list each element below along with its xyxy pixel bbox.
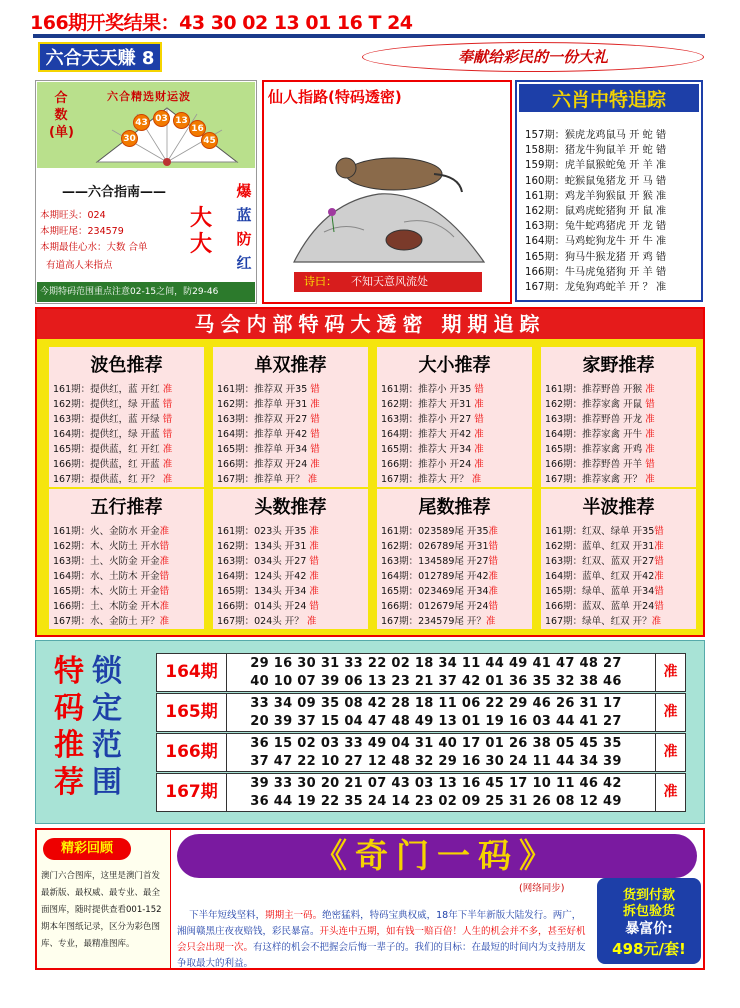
card-title: 大小推荐 [418, 355, 491, 376]
card-row-result: 错 [310, 429, 320, 440]
ad-body-text [177, 908, 589, 972]
lock-char: 码 [54, 691, 84, 726]
ad-text: 期期主一码。 [265, 910, 323, 921]
lock-numbers [231, 775, 641, 811]
card-row [545, 381, 655, 395]
zodiac-row: 162期：鼠鸡虎蛇猪狗 开 鼠 准 [525, 206, 667, 217]
card-row-result: 错 [310, 444, 320, 455]
card-row-result: 错 [159, 586, 170, 597]
card-row [217, 411, 320, 425]
fan-ball: 13 [173, 112, 190, 129]
card-row-text: 163期：土、火防金 开金 [53, 556, 160, 567]
price-line: 货到付款 [622, 888, 675, 903]
fan-label: 合数(单) [49, 91, 74, 140]
card-row-result: 准 [159, 526, 170, 537]
guide-line: 有道高人来指点 [46, 260, 113, 271]
card-row [545, 396, 655, 410]
lock-row [156, 733, 686, 772]
vertical-words [232, 179, 256, 275]
card-row-text: 161期：推荐野兽 开猴 [545, 384, 646, 395]
card-row [545, 471, 655, 485]
lock-numbers-line: 29 16 30 31 33 22 02 18 34 11 44 49 41 47 48 27 [250, 656, 622, 671]
card-row-result: 准 [309, 571, 319, 582]
lock-numbers [231, 735, 641, 771]
card-row-text: 166期：014头 开24 [217, 601, 310, 612]
card-title: 半波推荐 [582, 497, 655, 518]
card-title: 尾数推荐 [418, 497, 491, 518]
lock-result: 准 [655, 774, 685, 811]
card-row-text: 164期：蓝单、红双 开42 [545, 571, 655, 582]
card-row [545, 553, 664, 567]
card-row [53, 598, 169, 612]
lock-issue: 165期 [157, 694, 227, 731]
card-row-text: 162期：木、火防土 开水 [53, 541, 160, 552]
lock-char: 荐 [54, 765, 84, 800]
recommend-card [541, 489, 696, 629]
card-row-result: 准 [162, 444, 173, 455]
card-row-text: 161期：火、金防水 开金 [53, 526, 160, 537]
card-row-text: 164期：推荐家禽 开牛 [545, 429, 646, 440]
card-row-result: 准 [162, 459, 173, 470]
card-row [545, 523, 664, 537]
lock-char: 锁 [92, 654, 122, 689]
recommend-card [49, 489, 204, 629]
tip-bar: 今期特码范围重点注意02-15之间，防29-46 [37, 282, 255, 302]
card-row [53, 396, 172, 410]
card-row-text: 165期：推荐家禽 开鸡 [545, 444, 646, 455]
card-row-text: 162期：蓝单、红双 开31 [545, 541, 655, 552]
lock-row [156, 693, 686, 732]
six-zodiac-box [515, 80, 703, 302]
zodiac-row: 158期：猪龙牛狗鼠羊 开 蛇 错 [525, 145, 667, 157]
card-row [381, 598, 498, 612]
card-row-text: 161期：推荐小 开35 [381, 384, 475, 395]
card-row-result: 错 [654, 556, 664, 567]
card-row [217, 553, 319, 567]
hint-title: 仙人指路(特码透密) [268, 88, 402, 106]
card-row-result: 错 [474, 414, 484, 425]
left-guide-box [35, 80, 257, 304]
card-row [217, 538, 319, 552]
lock-numbers-line: 20 39 37 15 04 47 48 49 13 01 19 16 03 44 41 27 [250, 714, 622, 729]
card-row-text: 163期：034头 开27 [217, 556, 310, 567]
card-row-result: 准 [645, 384, 655, 395]
card-row [545, 568, 664, 582]
price-line: 498元/套! [612, 940, 686, 958]
card-row-result: 错 [310, 384, 320, 395]
card-row-text: 166期：土、木防金 开木 [53, 601, 160, 612]
card-row [381, 553, 498, 567]
ad-text: 有这样的机会不把握会后悔一辈子的。我们的目标：在最短的时间内为支持朋友争取最大的利益。 [177, 942, 586, 969]
card-row-result: 准 [474, 429, 484, 440]
card-row-result: 错 [159, 571, 170, 582]
card-row-result: 错 [654, 526, 664, 537]
fan-ball: 45 [201, 132, 218, 149]
card-row-text: 167期：水、金防土 开？ [53, 616, 160, 627]
recommend-card [541, 347, 696, 487]
card-row-result: 错 [645, 459, 655, 470]
section-title: 马会内部特码大透密 期期追踪 [37, 309, 703, 339]
price-badge [597, 878, 701, 964]
card-row [53, 381, 172, 395]
card-row [381, 381, 484, 395]
card-row [217, 568, 319, 582]
card-row-text: 165期：134头 开34 [217, 586, 310, 597]
poem-label: 诗曰： [304, 275, 337, 288]
card-row [53, 568, 169, 582]
middle-hint-box [262, 80, 512, 304]
card-row [53, 538, 169, 552]
card-row-result: 错 [159, 541, 170, 552]
ad-text: 绝密猛料，特码宝典权威，18年下半年新版大陆发行。两广，湘闽赣黑庄夜夜赔钱，彩民暴富。 [177, 910, 582, 937]
card-row-result: 准 [159, 616, 170, 627]
card-row-result: 错 [310, 414, 320, 425]
lock-row [156, 653, 686, 692]
card-row [545, 441, 655, 455]
card-row-text: 166期：推荐双 开24 [217, 459, 311, 470]
card-row-text: 166期：蓝双、蓝单 开24 [545, 601, 655, 612]
card-row-text: 162期：推荐大 开31 [381, 399, 475, 410]
card-row-result: 准 [159, 601, 170, 612]
card-row-text: 167期：绿单、红双 开？ [545, 616, 652, 627]
card-row-text: 164期：124头 开42 [217, 571, 310, 582]
guide-line: 本期旺头：024 [40, 210, 106, 221]
card-title: 单双推荐 [254, 355, 327, 376]
card-row-result: 错 [654, 586, 664, 597]
header-divider [33, 34, 705, 38]
card-row-text: 162期：134头 开31 [217, 541, 310, 552]
card-row-text: 167期：234579尾 开？ [381, 616, 486, 627]
card-row [53, 583, 169, 597]
card-row [53, 456, 172, 470]
lock-char: 特 [54, 654, 84, 689]
card-row [381, 613, 495, 627]
card-row [381, 441, 484, 455]
fan-icon [87, 100, 247, 168]
card-title: 波色推荐 [90, 355, 163, 376]
zodiac-row: 167期：龙兔狗鸡蛇羊 开 ？ 准 [525, 282, 667, 293]
card-row-text: 165期：推荐大 开34 [381, 444, 475, 455]
card-row [217, 381, 320, 395]
card-row-text: 167期：推荐单 开？ [217, 474, 308, 485]
lock-result: 准 [655, 654, 685, 691]
lock-char: 定 [92, 691, 122, 726]
lock-issue: 167期 [157, 774, 227, 811]
card-row-text: 166期：012679尾 开24 [381, 601, 489, 612]
lock-range-section [35, 640, 705, 824]
lock-result: 准 [655, 734, 685, 771]
lock-row [156, 773, 686, 812]
result-line: 166期开奖结果：43 30 02 13 01 16 T 24 [30, 12, 413, 34]
zodiac-row: 159期：虎羊鼠猴蛇兔 开 羊 准 [525, 160, 667, 172]
card-row-text: 163期：推荐野兽 开龙 [545, 414, 646, 425]
card-row-text: 163期：134589尾 开27 [381, 556, 489, 567]
card-row-text: 167期：推荐家禽 开？ [545, 474, 646, 485]
fan-ball: 30 [121, 130, 138, 147]
card-row-text: 161期：红双、绿单 开35 [545, 526, 655, 537]
zodiac-row: 164期：马鸡蛇狗龙牛 开 牛 准 [525, 236, 667, 248]
card-row [217, 441, 320, 455]
lock-numbers-line: 33 34 09 35 08 42 28 18 11 06 22 29 46 26 31 17 [250, 696, 622, 711]
recommend-card [49, 347, 204, 487]
card-row-result: 准 [307, 474, 318, 485]
card-row-result: 准 [488, 571, 499, 582]
lock-issue: 166期 [157, 734, 227, 771]
card-row-result: 错 [488, 541, 499, 552]
card-row [381, 426, 484, 440]
bottom-ad-section [35, 828, 705, 970]
card-title: 五行推荐 [90, 497, 163, 518]
lock-numbers-line: 37 47 22 10 27 12 48 32 29 16 30 24 11 44 34 39 [250, 754, 622, 769]
card-row [53, 441, 172, 455]
zodiac-row: 163期：兔牛蛇鸡猪虎 开 龙 错 [525, 221, 667, 233]
ad-text: 开头连中五期，如有钱一赔百倍！人生的机会并不多，甚至好机会只会出现一次。 [177, 926, 586, 953]
card-row-text: 163期：红双、蓝双 开27 [545, 556, 655, 567]
vert-word: 红 [236, 254, 252, 272]
card-row [381, 396, 484, 410]
card-row-result: 准 [654, 541, 664, 552]
net-sync-label: (网络同步) [519, 883, 565, 894]
lock-char: 围 [92, 765, 122, 800]
card-row [545, 456, 655, 470]
zodiac-row: 157期：猴虎龙鸡鼠马 开 蛇 错 [525, 130, 667, 141]
card-row [545, 411, 655, 425]
qimen-banner: 《奇门一码》 [177, 834, 697, 878]
card-row [53, 523, 169, 537]
zodiac-row: 165期：狗马牛猴龙猪 开 鸡 错 [525, 251, 667, 263]
recommend-card [377, 489, 532, 629]
big-chars: 大大 [189, 206, 212, 257]
brand-badge: 六合天天赚 8 [38, 42, 162, 72]
review-panel [37, 830, 171, 968]
card-row-text: 166期：推荐小 开24 [381, 459, 475, 470]
card-row [381, 568, 498, 582]
card-row [217, 583, 319, 597]
card-row-result: 准 [309, 526, 319, 537]
zodiac-row: 160期：蛇猴鼠兔猪龙 开 马 错 [525, 175, 667, 187]
ad-text: 下半年短线坚料， [189, 910, 266, 921]
recommend-card [213, 489, 368, 629]
card-row-result: 准 [645, 444, 655, 455]
lock-numbers [231, 695, 641, 731]
card-row-text: 164期：水、土防木 开金 [53, 571, 160, 582]
fan-ball: 03 [153, 110, 170, 127]
poem-bar [294, 272, 482, 292]
poem-text: 不知天意风流处 [351, 275, 428, 288]
card-row-text: 161期：提供红，蓝 开红 [53, 384, 163, 395]
lock-numbers-line: 40 10 07 39 06 13 23 21 37 42 01 36 35 32 38 46 [250, 674, 622, 689]
card-row-result: 错 [162, 414, 173, 425]
card-row-text: 167期：024头 开？ [217, 616, 307, 627]
card-row [217, 523, 319, 537]
card-row-result: 准 [488, 526, 499, 537]
card-title: 头数推荐 [254, 497, 327, 518]
card-row-result: 准 [471, 474, 482, 485]
card-row-result: 准 [306, 616, 317, 627]
fan-panel [37, 82, 255, 168]
card-row-result: 错 [162, 399, 173, 410]
card-row [217, 613, 316, 627]
card-row-result: 准 [645, 474, 655, 485]
card-row [217, 426, 320, 440]
lock-issue: 164期 [157, 654, 227, 691]
lock-char: 推 [54, 728, 84, 763]
card-row-result: 错 [488, 556, 499, 567]
review-text: 澳门六合图库，这里是澳门首发最新版、最权威、最专业、最全面图库，随时提供查看001-152期本年图纸记录，区分为彩色图库、专业，最精准图库。 [41, 871, 162, 949]
card-row-text: 167期：推荐大 开？ [381, 474, 472, 485]
card-row-result: 准 [162, 384, 173, 395]
card-row-text: 161期：023589尾 开35 [381, 526, 489, 537]
card-title: 家野推荐 [582, 355, 655, 376]
card-row-text: 163期：推荐小 开27 [381, 414, 475, 425]
card-row-result: 准 [159, 556, 170, 567]
card-row-text: 166期：推荐野兽 开羊 [545, 459, 646, 470]
card-row-result: 准 [474, 444, 484, 455]
zodiac-row: 166期：牛马虎兔猪狗 开 羊 错 [525, 266, 667, 278]
card-row-result: 错 [654, 601, 664, 612]
zodiac-title: 六肖中特追踪 [517, 82, 701, 114]
card-row [381, 538, 498, 552]
card-row-text: 162期：026789尾 开31 [381, 541, 489, 552]
card-row-result: 准 [309, 586, 319, 597]
card-row [217, 456, 320, 470]
card-row-result: 错 [309, 601, 319, 612]
card-row-text: 165期：木、火防土 开金 [53, 586, 160, 597]
guide-line: 本期最佳心水：大数 合单 [40, 242, 148, 253]
card-row-result: 准 [488, 586, 499, 597]
card-row-text: 164期：提供红，绿 开蓝 [53, 429, 163, 440]
card-row [381, 456, 484, 470]
card-row-text: 165期：推荐单 开34 [217, 444, 311, 455]
card-row-text: 165期：023469尾 开34 [381, 586, 489, 597]
fan-ball: 16 [189, 120, 206, 137]
lock-numbers-line: 36 44 19 22 35 24 14 23 02 09 25 31 26 08 12 49 [250, 794, 622, 809]
card-row [381, 411, 484, 425]
card-row [53, 471, 172, 485]
recommend-card [213, 347, 368, 487]
card-row [545, 538, 664, 552]
fan-title: 六合精选财运波 [107, 90, 191, 103]
card-row-text: 166期：提供蓝，红 开蓝 [53, 459, 163, 470]
lock-numbers-line: 39 33 30 20 21 07 43 03 13 16 45 17 10 11 46 42 [250, 776, 622, 791]
card-row-text: 165期：提供蓝，红 开红 [53, 444, 163, 455]
card-row [217, 396, 320, 410]
card-row [381, 523, 498, 537]
card-row [53, 613, 169, 627]
card-row-text: 163期：提供红，蓝 开绿 [53, 414, 163, 425]
card-row-result: 准 [474, 459, 484, 470]
card-row [217, 471, 317, 485]
card-row-result: 准 [309, 541, 319, 552]
card-row-text: 162期：推荐单 开31 [217, 399, 311, 410]
card-row [545, 426, 655, 440]
card-row-result: 错 [645, 399, 655, 410]
card-row-result: 准 [645, 414, 655, 425]
fan-ball: 43 [133, 114, 150, 131]
card-row [545, 583, 664, 597]
lock-numbers-line: 36 15 02 03 33 49 04 31 40 17 01 26 38 05 45 35 [250, 736, 622, 751]
card-row-text: 162期：推荐家禽 开鼠 [545, 399, 646, 410]
card-row [217, 598, 319, 612]
card-row [545, 598, 664, 612]
slogan: 奉献给彩民的一份大礼 [362, 42, 704, 72]
card-row-result: 错 [488, 601, 499, 612]
card-row-result: 准 [485, 616, 496, 627]
recommend-card [377, 347, 532, 487]
price-line: 暴富价: [625, 921, 673, 937]
card-row-result: 错 [474, 384, 484, 395]
review-title: 精彩回顾 [43, 838, 131, 860]
lock-char: 范 [92, 728, 122, 763]
vert-word: 爆 [236, 182, 252, 200]
lock-left-label [54, 653, 138, 801]
inside-secret-section [35, 307, 705, 637]
rock-animal-illustration [284, 112, 494, 270]
guide-line: 本期旺尾：234579 [40, 226, 124, 237]
card-row [381, 471, 481, 485]
card-row-text: 161期：023头 开35 [217, 526, 310, 537]
card-row [53, 553, 169, 567]
card-row [545, 613, 661, 627]
card-row-text: 163期：推荐双 开27 [217, 414, 311, 425]
guide-title: ——六合指南—— [62, 185, 167, 200]
card-row-text: 164期：012789尾 开42 [381, 571, 489, 582]
card-row-result: 准 [651, 616, 662, 627]
card-row-result: 准 [645, 429, 655, 440]
zodiac-row: 161期：鸡龙羊狗猴鼠 开 猴 准 [525, 190, 667, 202]
card-row [381, 583, 498, 597]
lock-result: 准 [655, 694, 685, 731]
card-row-text: 167期：提供蓝，红 开？ [53, 474, 163, 485]
card-row-result: 错 [309, 556, 319, 567]
vert-word: 防 [236, 230, 252, 248]
card-row-text: 165期：绿单、蓝单 开34 [545, 586, 655, 597]
card-row-result: 准 [654, 571, 664, 582]
card-row-result: 错 [162, 429, 173, 440]
card-row-result: 准 [310, 459, 320, 470]
card-row-text: 164期：推荐单 开42 [217, 429, 311, 440]
card-row-text: 161期：推荐双 开35 [217, 384, 311, 395]
card-row [53, 426, 172, 440]
vert-word: 蓝 [236, 206, 252, 224]
lock-numbers [231, 655, 641, 691]
guide-title-text: 六合指南 [88, 185, 141, 200]
card-row [53, 411, 172, 425]
card-row-result: 准 [162, 474, 173, 485]
price-line: 拆包验货 [622, 904, 675, 919]
card-row-text: 162期：提供红，绿 开蓝 [53, 399, 163, 410]
card-row-result: 准 [474, 399, 484, 410]
card-row-text: 164期：推荐大 开42 [381, 429, 475, 440]
card-row-result: 准 [310, 399, 320, 410]
